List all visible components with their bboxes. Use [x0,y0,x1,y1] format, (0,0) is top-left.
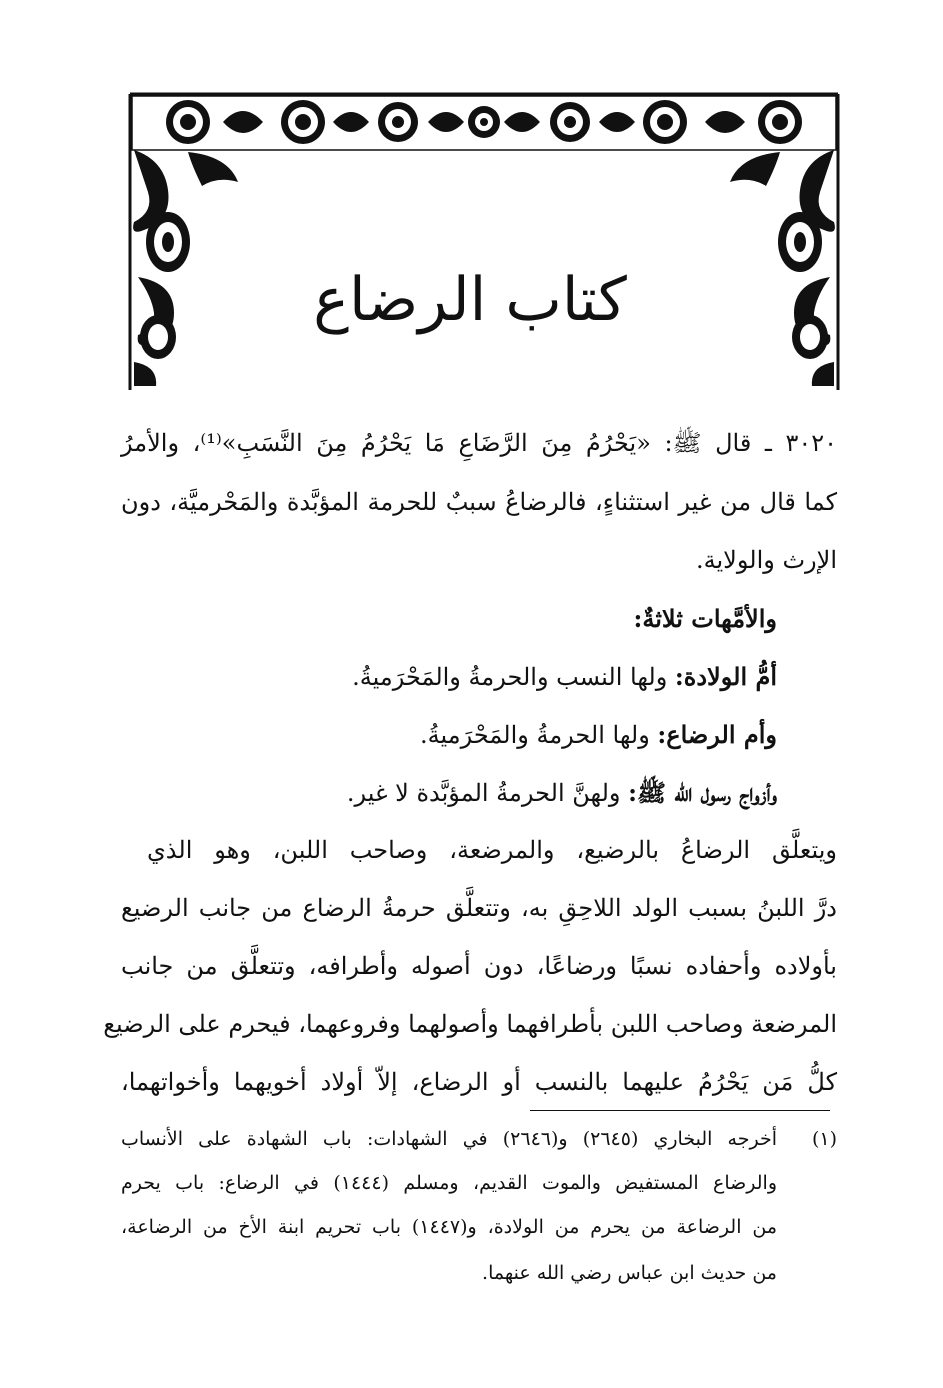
footnote-text-3: من الرضاعة من يحرم من الولادة، و(١٤٤٧) باب تحريم ابنة الأخ من الرضاعة، [121,1216,777,1238]
mothers-item2 [420,720,777,749]
paragraph1-line1 [121,428,837,463]
footnote-marker: (١) [811,1128,837,1150]
paragraph2-text-5: كلُّ مَن يَحْرُمُ عليهما بالنسب أو الرضاع، إلاّ أولاد أخويهما وأخواتهما، [121,1068,837,1096]
chapter-title: كتاب الرضاع [313,265,627,335]
mothers-item1 [352,662,777,691]
mothers-item1-label: أمُّ الولادة: [674,662,777,691]
footnote-text-2: والرضاع المستفيض والموت القديم، ومسلم (١٤٤٤) في الرضاع: باب يحرم [121,1172,778,1194]
mothers-item1-text: ولها النسب والحرمةُ والمَحْرَميةُ. [352,663,675,691]
mothers-item3 [347,778,777,813]
paragraph2-text-3: بأولاده وأحفاده نسبًا ورضاعًا، دون أصوله وأطرافه، وتتعلَّق من جانب [121,952,837,980]
footnote-separator [530,1110,830,1111]
footnote-line3 [121,1216,777,1238]
mothers-heading: والأمَّهات ثلاثةٌ: [633,604,777,633]
mothers-item2-text: ولها الحرمةُ والمَحْرَميةُ. [420,721,658,749]
paragraph1-line2 [121,488,837,516]
footnote-line4: من حديث ابن عباس رضي الله عنهما. [482,1262,777,1284]
hadith-number-line: ٣٠٢٠ ـ قال ﷺ: «يَحْرُمُ مِنَ الرَّضَاعِ مَا يَحْرُمُ مِنَ النَّسَبِ»⁽¹⁾، والأمرُ [121,429,838,457]
paragraph2-text-1: ويتعلَّق الرضاعُ بالرضيع، والمرضعة، وصاحب اللبن، وهو الذي [147,836,837,864]
mothers-item2-label: وأم الرضاع: [657,720,777,749]
paragraph2-line4 [103,1010,837,1038]
footnote-line1 [121,1128,777,1150]
paragraph1-text-2: كما قال من غير استثناءٍ، فالرضاعُ سببٌ للحرمة المؤبَّدة والمَحْرميَّة، دون [121,488,837,516]
mothers-item3-label: وأزواج رسول الله ﷺ: [628,778,777,807]
paragraph2-line3 [121,952,837,980]
paragraph2-line1 [147,836,837,864]
paragraph1-line3: الإرث والولاية. [696,546,837,574]
footnote-text-1: أخرجه البخاري (٢٦٤٥) و(٢٦٤٦) في الشهادات: باب الشهادة على الأنساب [121,1128,777,1150]
paragraph2-text-4: المرضعة وصاحب اللبن بأطرافهما وأصولهما وفروعهما، فيحرم على الرضيع [103,1010,837,1038]
footnote-line2 [121,1172,777,1194]
paragraph2-line2 [121,894,837,922]
paragraph2-line5 [121,1068,837,1096]
mothers-item3-text: ولهنَّ الحرمةُ المؤبَّدة لا غير. [346,779,629,807]
paragraph2-text-2: درَّ اللبنُ بسبب الولد اللاحِقِ به، وتتعلَّق حرمةُ الرضاع من جانب الرضيع [121,894,837,922]
